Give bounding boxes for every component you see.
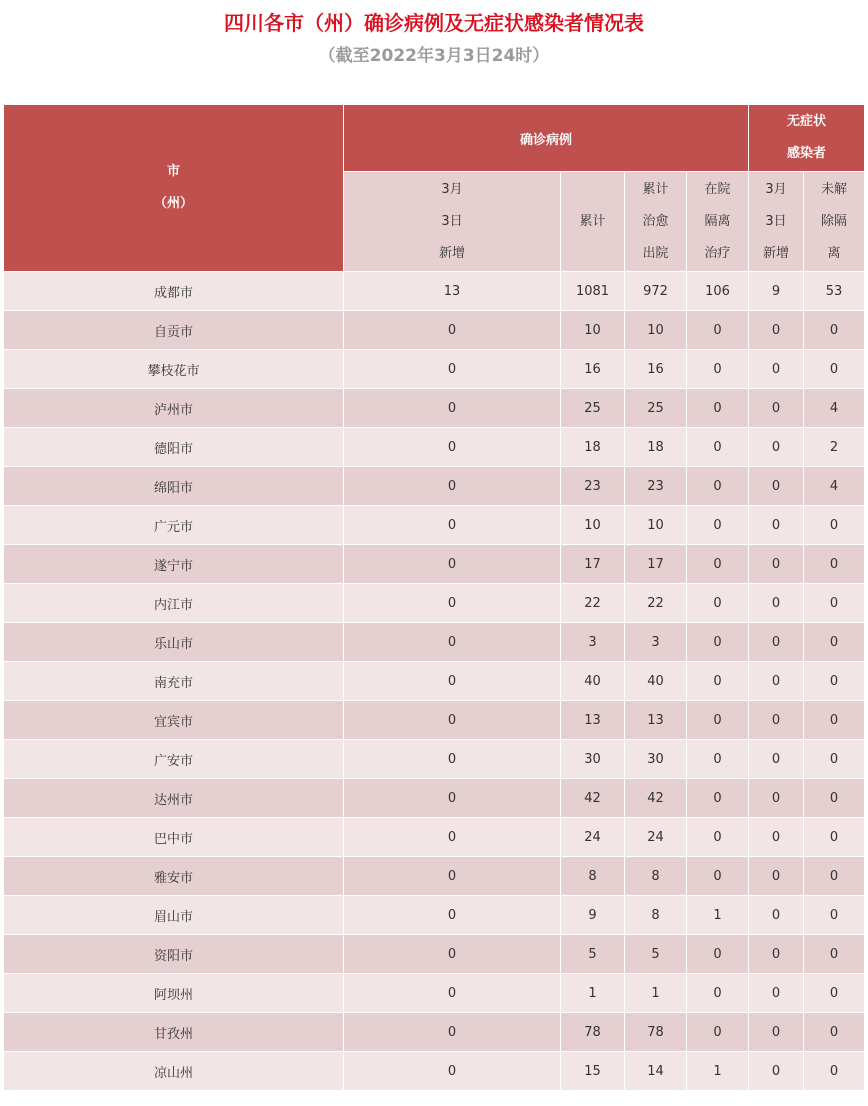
- value-cell: 0: [687, 1013, 749, 1052]
- value-cell: 0: [687, 779, 749, 818]
- value-cell: 0: [749, 350, 804, 389]
- value-cell: 78: [561, 1013, 625, 1052]
- value-cell: 0: [344, 974, 561, 1013]
- value-cell: 4: [804, 467, 865, 506]
- value-cell: 23: [625, 467, 687, 506]
- value-cell: 0: [344, 467, 561, 506]
- value-cell: 16: [561, 350, 625, 389]
- value-cell: 0: [804, 1052, 865, 1091]
- header-city: [4, 105, 344, 272]
- city-cell: 广元市: [4, 506, 344, 545]
- value-cell: 0: [804, 584, 865, 623]
- value-cell: 13: [561, 701, 625, 740]
- table-row: [4, 311, 865, 350]
- city-cell: 南充市: [4, 662, 344, 701]
- value-cell: 0: [804, 701, 865, 740]
- value-cell: 0: [687, 740, 749, 779]
- table-row: [4, 623, 865, 662]
- value-cell: 2: [804, 428, 865, 467]
- value-cell: 18: [625, 428, 687, 467]
- column-header-line: 治疗: [704, 245, 731, 261]
- value-cell: 42: [625, 779, 687, 818]
- header-city-line: 市: [166, 164, 180, 179]
- column-header-line: 累计: [579, 213, 606, 229]
- header-confirmed-group: 确诊病例: [344, 105, 749, 172]
- column-header-line: 3日: [441, 213, 463, 229]
- value-cell: 16: [625, 350, 687, 389]
- value-cell: 13: [344, 272, 561, 311]
- value-cell: 0: [344, 701, 561, 740]
- column-header-line: 治愈: [642, 213, 669, 229]
- value-cell: 0: [749, 662, 804, 701]
- table-row: [4, 350, 865, 389]
- column-header-line: 新增: [763, 245, 790, 261]
- value-cell: 0: [804, 857, 865, 896]
- table-row: [4, 818, 865, 857]
- value-cell: 9: [561, 896, 625, 935]
- value-cell: 0: [749, 1013, 804, 1052]
- value-cell: 0: [749, 311, 804, 350]
- value-cell: 22: [561, 584, 625, 623]
- value-cell: 0: [344, 545, 561, 584]
- value-cell: 0: [344, 1052, 561, 1091]
- column-header-line: 出院: [642, 245, 669, 261]
- value-cell: 1: [625, 974, 687, 1013]
- value-cell: 30: [561, 740, 625, 779]
- value-cell: 23: [561, 467, 625, 506]
- table-row: [4, 428, 865, 467]
- column-header-line: 新增: [438, 245, 465, 261]
- cases-table: [4, 105, 865, 1091]
- value-cell: 0: [344, 350, 561, 389]
- value-cell: 5: [625, 935, 687, 974]
- table-body: [4, 272, 865, 1091]
- table-row: [4, 896, 865, 935]
- value-cell: 78: [625, 1013, 687, 1052]
- table-row: [4, 545, 865, 584]
- value-cell: 0: [749, 623, 804, 662]
- city-cell: 泸州市: [4, 389, 344, 428]
- city-cell: 雅安市: [4, 857, 344, 896]
- value-cell: 0: [344, 428, 561, 467]
- city-cell: 自贡市: [4, 311, 344, 350]
- table-row: [4, 701, 865, 740]
- value-cell: 0: [344, 623, 561, 662]
- column-header-line: 隔离: [704, 213, 731, 229]
- column-header-line: 离: [827, 245, 841, 261]
- value-cell: 0: [687, 701, 749, 740]
- header-city-line: （州）: [153, 196, 193, 211]
- value-cell: 0: [344, 818, 561, 857]
- value-cell: 0: [749, 779, 804, 818]
- value-cell: 0: [344, 311, 561, 350]
- value-cell: 42: [561, 779, 625, 818]
- value-cell: 0: [687, 467, 749, 506]
- page-title: 四川各市（州）确诊病例及无症状感染者情况表: [224, 11, 644, 35]
- value-cell: 0: [749, 584, 804, 623]
- column-header: [625, 172, 687, 272]
- value-cell: 40: [561, 662, 625, 701]
- value-cell: 0: [687, 311, 749, 350]
- value-cell: 17: [625, 545, 687, 584]
- value-cell: 0: [749, 1052, 804, 1091]
- value-cell: 0: [687, 389, 749, 428]
- value-cell: 25: [625, 389, 687, 428]
- value-cell: 9: [749, 272, 804, 311]
- value-cell: 0: [804, 740, 865, 779]
- value-cell: 22: [625, 584, 687, 623]
- column-header: [344, 172, 561, 272]
- value-cell: 0: [749, 935, 804, 974]
- value-cell: 10: [625, 311, 687, 350]
- value-cell: 0: [804, 545, 865, 584]
- city-cell: 达州市: [4, 779, 344, 818]
- table-row: [4, 467, 865, 506]
- value-cell: 0: [749, 974, 804, 1013]
- value-cell: 0: [344, 896, 561, 935]
- value-cell: 0: [687, 935, 749, 974]
- city-cell: 眉山市: [4, 896, 344, 935]
- city-cell: 内江市: [4, 584, 344, 623]
- value-cell: 0: [749, 818, 804, 857]
- value-cell: 0: [749, 389, 804, 428]
- value-cell: 0: [687, 662, 749, 701]
- column-header-line: 累计: [642, 181, 669, 197]
- value-cell: 0: [687, 428, 749, 467]
- table-row: [4, 974, 865, 1013]
- table-row: [4, 272, 865, 311]
- value-cell: 0: [344, 935, 561, 974]
- header-asymptomatic-line: 感染者: [787, 146, 827, 161]
- value-cell: 5: [561, 935, 625, 974]
- value-cell: 0: [687, 974, 749, 1013]
- column-header-line: 3月: [441, 181, 463, 197]
- city-cell: 绵阳市: [4, 467, 344, 506]
- table-row: [4, 779, 865, 818]
- value-cell: 0: [804, 974, 865, 1013]
- value-cell: 0: [687, 818, 749, 857]
- value-cell: 14: [625, 1052, 687, 1091]
- value-cell: 10: [625, 506, 687, 545]
- value-cell: 972: [625, 272, 687, 311]
- value-cell: 0: [344, 740, 561, 779]
- value-cell: 8: [625, 896, 687, 935]
- table-row: [4, 857, 865, 896]
- value-cell: 0: [749, 896, 804, 935]
- value-cell: 24: [625, 818, 687, 857]
- value-cell: 0: [749, 428, 804, 467]
- city-cell: 广安市: [4, 740, 344, 779]
- city-cell: 乐山市: [4, 623, 344, 662]
- header-asymptomatic-line: 无症状: [787, 114, 827, 129]
- value-cell: 0: [804, 506, 865, 545]
- value-cell: 40: [625, 662, 687, 701]
- value-cell: 25: [561, 389, 625, 428]
- value-cell: 8: [625, 857, 687, 896]
- city-cell: 巴中市: [4, 818, 344, 857]
- city-cell: 凉山州: [4, 1052, 344, 1091]
- table-row: [4, 1052, 865, 1091]
- value-cell: 0: [344, 662, 561, 701]
- value-cell: 0: [804, 896, 865, 935]
- city-cell: 遂宁市: [4, 545, 344, 584]
- value-cell: 0: [687, 584, 749, 623]
- value-cell: 0: [749, 740, 804, 779]
- value-cell: 10: [561, 506, 625, 545]
- value-cell: 1: [561, 974, 625, 1013]
- page-subtitle: （截至2022年3月3日24时）: [318, 46, 550, 66]
- value-cell: 0: [804, 935, 865, 974]
- city-cell: 资阳市: [4, 935, 344, 974]
- value-cell: 0: [804, 779, 865, 818]
- column-header-line: 在院: [704, 181, 731, 197]
- value-cell: 0: [344, 857, 561, 896]
- value-cell: 4: [804, 389, 865, 428]
- value-cell: 0: [804, 662, 865, 701]
- value-cell: 1081: [561, 272, 625, 311]
- value-cell: 17: [561, 545, 625, 584]
- city-cell: 甘孜州: [4, 1013, 344, 1052]
- value-cell: 0: [804, 311, 865, 350]
- column-header-line: 3月: [765, 181, 787, 197]
- value-cell: 0: [804, 818, 865, 857]
- city-cell: 成都市: [4, 272, 344, 311]
- value-cell: 0: [687, 623, 749, 662]
- column-header: [687, 172, 749, 272]
- value-cell: 1: [687, 1052, 749, 1091]
- value-cell: 3: [625, 623, 687, 662]
- value-cell: 1: [687, 896, 749, 935]
- table-row: [4, 584, 865, 623]
- value-cell: 0: [804, 623, 865, 662]
- value-cell: 0: [344, 779, 561, 818]
- value-cell: 0: [749, 467, 804, 506]
- city-cell: 阿坝州: [4, 974, 344, 1013]
- value-cell: 0: [344, 389, 561, 428]
- value-cell: 0: [749, 545, 804, 584]
- column-header-line: 除隔: [821, 213, 848, 229]
- value-cell: 8: [561, 857, 625, 896]
- table-row: [4, 662, 865, 701]
- column-header: [749, 172, 804, 272]
- value-cell: 0: [687, 350, 749, 389]
- column-header-line: 未解: [821, 181, 848, 197]
- value-cell: 0: [804, 1013, 865, 1052]
- table-row: [4, 506, 865, 545]
- value-cell: 0: [344, 1013, 561, 1052]
- value-cell: 0: [749, 857, 804, 896]
- value-cell: 0: [687, 857, 749, 896]
- value-cell: 0: [687, 506, 749, 545]
- table-row: [4, 1013, 865, 1052]
- value-cell: 0: [804, 350, 865, 389]
- value-cell: 0: [344, 584, 561, 623]
- column-header: [561, 172, 625, 272]
- table-row: [4, 389, 865, 428]
- value-cell: 0: [749, 506, 804, 545]
- value-cell: 0: [344, 506, 561, 545]
- column-header-line: 3日: [765, 213, 787, 229]
- table-row: [4, 935, 865, 974]
- value-cell: 10: [561, 311, 625, 350]
- column-header: [804, 172, 865, 272]
- table-header: [4, 105, 865, 272]
- city-cell: 宜宾市: [4, 701, 344, 740]
- value-cell: 15: [561, 1052, 625, 1091]
- value-cell: 30: [625, 740, 687, 779]
- value-cell: 18: [561, 428, 625, 467]
- table-row: [4, 740, 865, 779]
- header-asymptomatic-group: [749, 105, 865, 172]
- city-cell: 攀枝花市: [4, 350, 344, 389]
- value-cell: 0: [749, 701, 804, 740]
- value-cell: 106: [687, 272, 749, 311]
- value-cell: 0: [687, 545, 749, 584]
- city-cell: 德阳市: [4, 428, 344, 467]
- value-cell: 13: [625, 701, 687, 740]
- value-cell: 53: [804, 272, 865, 311]
- value-cell: 3: [561, 623, 625, 662]
- value-cell: 24: [561, 818, 625, 857]
